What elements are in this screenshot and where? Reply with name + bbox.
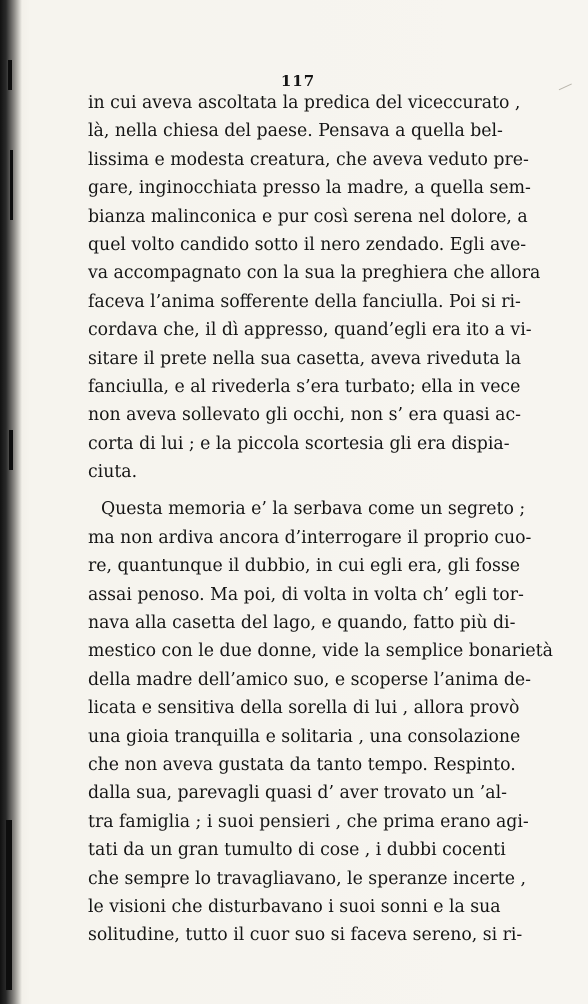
text-line: assai penoso. Ma poi, di volta in volta ch’ egli tor-: [88, 584, 524, 605]
text-line: nava alla casetta del lago, e quando, fatto più di-: [88, 613, 516, 634]
paragraph: [88, 495, 553, 949]
text-line: licata e sensitiva della sorella di lui , allora provò: [88, 698, 520, 719]
text-line: gare, inginocchiata presso la madre, a quella sem-: [88, 178, 531, 199]
text-line: là, nella chiesa del paese. Pensava a quella bel-: [88, 121, 503, 142]
text-line: dalla sua, parevagli quasi d’ aver trovato un ’al-: [88, 783, 507, 804]
book-binding-edge: [0, 0, 22, 1004]
text-line: quel volto candido sotto il nero zendado. Egli ave-: [88, 234, 527, 255]
text-line: della madre dell’amico suo, e scoperse l’anima de-: [88, 669, 531, 690]
text-line: fanciulla, e al rivederla s’era turbato; ella in vece: [88, 376, 521, 397]
text-line: mestico con le due donne, vide la semplice bonarietà: [88, 641, 553, 662]
text-line: faceva l’anima sofferente della fanciulla. Poi si ri-: [88, 291, 521, 312]
text-line: tati da un gran tumulto di cose , i dubbi cocenti: [88, 840, 506, 861]
text-line: corta di lui ; e la piccola scortesia gli era dispia-: [88, 433, 510, 454]
text-line: bianza malinconica e pur così serena nel dolore, a: [88, 206, 528, 227]
text-line: non aveva sollevato gli occhi, non s’ era quasi ac-: [88, 405, 521, 426]
text-line: cordava che, il dì appresso, quand’egli era ito a vi-: [88, 320, 532, 341]
text-line: ma non ardiva ancora d’interrogare il proprio cuo-: [88, 527, 532, 548]
text-line: le visioni che disturbavano i suoi sonni e la sua: [88, 896, 501, 917]
text-line: lissima e modesta creatura, che aveva veduto pre-: [88, 149, 529, 170]
text-line: tra famiglia ; i suoi pensieri , che prima erano agi-: [88, 811, 529, 832]
paragraph-gap: [88, 486, 498, 495]
text-line: va accompagnato con la sua la preghiera che allora: [88, 263, 541, 284]
text-line: che sempre lo travagliavano, le speranze incerte ,: [88, 868, 526, 889]
text-line: che non aveva gustata da tanto tempo. Respinto.: [88, 754, 516, 775]
body-text: [88, 89, 553, 950]
text-line: solitudine, tutto il cuor suo si faceva sereno, si ri-: [88, 925, 523, 946]
binding-shadow: [10, 150, 13, 220]
page-number: 117: [280, 72, 316, 90]
binding-shadow: [9, 430, 13, 470]
text-line: ciuta.: [88, 462, 138, 483]
paragraph: [88, 89, 541, 486]
text-line: una gioia tranquilla e solitaria , una consolazione: [88, 726, 521, 747]
text-line: Questa memoria e’ la serbava come un segreto ;: [101, 499, 526, 520]
text-line: sitare il prete nella sua casetta, aveva riveduta la: [88, 348, 522, 369]
text-line: in cui aveva ascoltata la predica del viceccurato ,: [88, 93, 521, 113]
text-line: re, quantunque il dubbio, in cui egli era, gli fosse: [88, 556, 520, 577]
binding-shadow: [6, 820, 12, 990]
